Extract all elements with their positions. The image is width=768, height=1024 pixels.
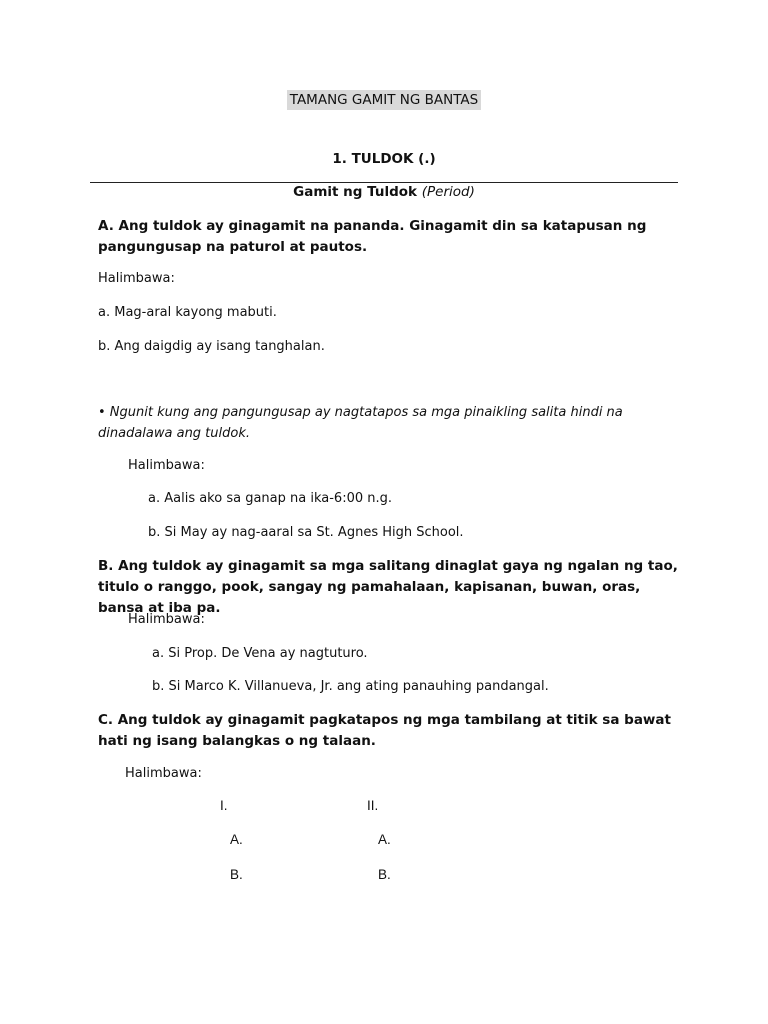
note-example-1: a. Aalis ako sa ganap na ika-6:00 n.g.: [148, 491, 393, 506]
outline-col2-item-3: B.: [378, 867, 391, 882]
horizontal-rule: [90, 182, 678, 183]
outline-col2-item-2: A.: [378, 832, 391, 847]
note-body: Ngunit kung ang pangungusap ay nagtatapos sa mga pinaikling salita hindi na dinadalawa ang tuldok.: [98, 405, 623, 441]
outline-col2-item-1: II.: [367, 798, 379, 813]
note-text: [98, 402, 678, 444]
bullet-icon: •: [98, 405, 106, 420]
section-heading: 1. TULDOK (.): [332, 151, 436, 167]
rule-a-example-label: Halimbawa:: [98, 271, 175, 286]
rule-b-example-1: a. Si Prop. De Vena ay nagtuturo.: [152, 646, 368, 661]
rule-b-example-2: b. Si Marco K. Villanueva, Jr. ang ating panauhing pandangal.: [152, 679, 549, 694]
subheading: [0, 184, 768, 200]
note-example-label: Halimbawa:: [128, 458, 205, 473]
subheading-italic: (Period): [421, 184, 475, 200]
rule-c-text: C. Ang tuldok ay ginagamit pagkatapos ng mga tambilang at titik sa bawat hati ng isang balangkas o ng talaan.: [98, 712, 671, 749]
note-example-2: b. Si May ay nag-aaral sa St. Agnes High School.: [148, 525, 464, 540]
rule-c-example-label: Halimbawa:: [125, 766, 202, 781]
rule-a-example-2: b. Ang daigdig ay isang tanghalan.: [98, 339, 325, 354]
rule-b-text: B. Ang tuldok ay ginagamit sa mga salitang dinaglat gaya ng ngalan ng tao, titulo o ranggo, pook, sangay ng pamahalaan, kapisanan, buwan, oras, bansa at iba pa.: [98, 558, 678, 616]
outline-col1-item-2: A.: [230, 832, 243, 847]
outline-col1-item-3: B.: [230, 867, 243, 882]
rule-a-example-1: a. Mag-aral kayong mabuti.: [98, 305, 277, 320]
rule-a-text: A. Ang tuldok ay ginagamit na pananda. Ginagamit din sa katapusan ng pangungusap na paturol at pautos.: [98, 218, 647, 255]
subheading-main: Gamit ng Tuldok: [293, 184, 422, 200]
page-title: [0, 92, 768, 108]
rule-b-example-label: Halimbawa:: [128, 612, 205, 627]
page-title-text: TAMANG GAMIT NG BANTAS: [287, 90, 481, 110]
outline-col1-item-1: I.: [220, 798, 228, 813]
